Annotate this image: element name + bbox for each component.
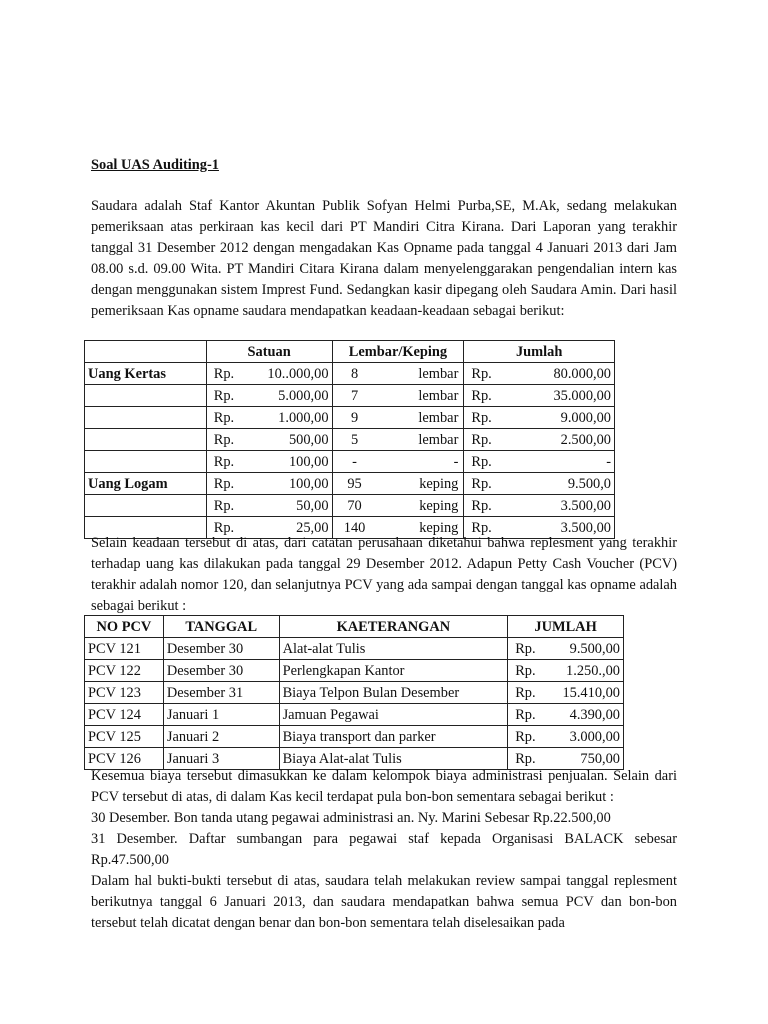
- currency-label: Rp.: [515, 662, 536, 679]
- currency-label: Rp.: [471, 409, 492, 426]
- para-31-desember: 31 Desember. Daftar sumbangan para pegawai staf kepada Organisasi BALACK sebesar Rp.47.500,00: [91, 831, 677, 868]
- qty-value: 5: [350, 431, 359, 448]
- cash-group-cell: Uang Kertas: [85, 363, 207, 385]
- currency-label: Rp.: [213, 431, 235, 448]
- satuan-value: 25,00: [296, 519, 329, 536]
- cash-satuan-cell: [206, 495, 332, 517]
- unit-value: lembar: [418, 431, 459, 448]
- pcv-table-row: [85, 638, 624, 660]
- para-replesment: Selain keadaan tersebut di atas, dari catatan perusahaan diketahui bahwa replesment yang terakhir terhadap uang kas dilakukan pada tanggal 29 Desember 2012. Adapun Petty Cash Voucher (PCV) terakhir adalah nomor 120, dan selanjutnya PCV yang ada sampai dengan tanggal kas opname adalah sebagai berikut :: [91, 535, 677, 614]
- pcv-tanggal-cell: Desember 31: [163, 682, 279, 704]
- satuan-value: 500,00: [288, 431, 329, 448]
- satuan-value: 100,00: [288, 453, 329, 470]
- pcv-keterangan-cell: Jamuan Pegawai: [279, 704, 508, 726]
- unit-value: lembar: [418, 409, 459, 426]
- cash-qty-cell: [332, 385, 464, 407]
- jumlah-value: 9.000,00: [560, 409, 611, 426]
- satuan-value: 1.000,00: [278, 409, 329, 426]
- pcv-keterangan-cell: Alat-alat Tulis: [279, 638, 508, 660]
- cash-qty-cell: [332, 495, 464, 517]
- cash-table-row: [85, 473, 615, 495]
- qty-value: 7: [350, 387, 359, 404]
- cash-jumlah-cell: [464, 451, 615, 473]
- pcv-tanggal-cell: Desember 30: [163, 660, 279, 682]
- cash-header-satuan: Satuan: [206, 341, 332, 363]
- para-biaya: Kesemua biaya tersebut dimasukkan ke dalam kelompok biaya administrasi penjualan. Selain dari PCV tersebut di atas, di dalam Kas kecil terdapat pula bon-bon sementara sebagai berikut :: [91, 768, 677, 805]
- pcv-table: [84, 615, 624, 770]
- satuan-value: 100,00: [288, 475, 329, 492]
- pcv-header-tanggal: TANGGAL: [163, 616, 279, 638]
- jumlah-value: 3.000,00: [569, 728, 620, 745]
- cash-satuan-cell: [206, 473, 332, 495]
- pcv-keterangan-cell: Biaya Alat-alat Tulis: [279, 748, 508, 770]
- cash-table-row: [85, 429, 615, 451]
- qty-value: 95: [347, 475, 362, 492]
- qty-value: -: [352, 453, 357, 470]
- pcv-jumlah-cell: [508, 660, 624, 682]
- cash-jumlah-cell: [464, 473, 615, 495]
- currency-label: Rp.: [515, 706, 536, 723]
- qty-value: 70: [347, 497, 362, 514]
- pcv-tanggal-cell: Desember 30: [163, 638, 279, 660]
- cash-jumlah-cell: [464, 385, 615, 407]
- pcv-jumlah-cell: [508, 726, 624, 748]
- satuan-value: 5.000,00: [278, 387, 329, 404]
- cash-qty-cell: [332, 473, 464, 495]
- unit-value: keping: [419, 475, 459, 492]
- jumlah-value: 80.000,00: [553, 365, 611, 382]
- cash-group-cell: [85, 407, 207, 429]
- pcv-jumlah-cell: [508, 704, 624, 726]
- document-title: Soal UAS Auditing-1: [91, 157, 219, 173]
- pcv-no-cell: PCV 126: [85, 748, 164, 770]
- currency-label: Rp.: [471, 475, 492, 492]
- cash-table-header-row: [85, 341, 615, 363]
- jumlah-value: 9.500,00: [569, 640, 620, 657]
- pcv-jumlah-cell: [508, 638, 624, 660]
- pcv-no-cell: PCV 124: [85, 704, 164, 726]
- cash-satuan-cell: [206, 363, 332, 385]
- line-30-desember: 30 Desember. Bon tanda utang pegawai administrasi an. Ny. Marini Sebesar Rp.22.500,00: [91, 810, 611, 826]
- cash-header-lembar: Lembar/Keping: [332, 341, 464, 363]
- pcv-tanggal-cell: Januari 2: [163, 726, 279, 748]
- cash-satuan-cell: [206, 407, 332, 429]
- cash-satuan-cell: [206, 429, 332, 451]
- cash-jumlah-cell: [464, 495, 615, 517]
- currency-label: Rp.: [213, 519, 235, 536]
- currency-label: Rp.: [213, 497, 235, 514]
- currency-label: Rp.: [515, 640, 536, 657]
- jumlah-value: 4.390,00: [569, 706, 620, 723]
- currency-label: Rp.: [515, 728, 536, 745]
- cash-table-row: [85, 451, 615, 473]
- cash-table-row: [85, 385, 615, 407]
- currency-label: Rp.: [213, 409, 235, 426]
- pcv-jumlah-cell: [508, 682, 624, 704]
- qty-value: 140: [343, 519, 366, 536]
- currency-label: Rp.: [515, 684, 536, 701]
- intro-paragraph: Saudara adalah Staf Kantor Akuntan Publik Sofyan Helmi Purba,SE, M.Ak, sedang melakukan pemeriksaan atas perkiraan kas kecil dari PT Mandiri Citra Kirana. Dari Laporan yang terakhir tanggal 31 Desember 2012 dengan mengadakan Kas Opname pada tanggal 4 Januari 2013 dari Jam 08.00 s.d. 09.00 Wita. PT Mandiri Citara Kirana dalam menyelenggarakan pengendalian intern kas dengan menggunakan sistem Imprest Fund. Sedangkan kasir dipegang oleh Saudara Amin. Dari hasil pemeriksaan Kas opname saudara mendapatkan keadaan-keadaan sebagai berikut:: [91, 198, 677, 319]
- unit-value: keping: [419, 497, 459, 514]
- pcv-keterangan-cell: Biaya Telpon Bulan Desember: [279, 682, 508, 704]
- cash-jumlah-cell: [464, 407, 615, 429]
- qty-value: 9: [350, 409, 359, 426]
- cash-jumlah-cell: [464, 363, 615, 385]
- jumlah-value: 9.500,0: [567, 475, 611, 492]
- cash-count-table: [84, 340, 615, 539]
- currency-label: Rp.: [213, 475, 235, 492]
- currency-label: Rp.: [471, 497, 492, 514]
- pcv-keterangan-cell: Perlengkapan Kantor: [279, 660, 508, 682]
- pcv-no-cell: PCV 123: [85, 682, 164, 704]
- jumlah-value: 15.410,00: [562, 684, 620, 701]
- currency-label: Rp.: [213, 453, 235, 470]
- cash-table-row: [85, 407, 615, 429]
- cash-group-cell: [85, 495, 207, 517]
- jumlah-value: 2.500,00: [560, 431, 611, 448]
- pcv-no-cell: PCV 121: [85, 638, 164, 660]
- cash-group-cell: [85, 385, 207, 407]
- satuan-value: 50,00: [296, 497, 329, 514]
- unit-value: -: [453, 453, 459, 470]
- unit-value: lembar: [418, 387, 459, 404]
- jumlah-value: 3.500,00: [560, 497, 611, 514]
- jumlah-value: -: [606, 453, 611, 470]
- currency-label: Rp.: [471, 387, 492, 404]
- currency-label: Rp.: [213, 365, 235, 382]
- unit-value: keping: [419, 519, 459, 536]
- qty-value: 8: [350, 365, 359, 382]
- cash-qty-cell: [332, 363, 464, 385]
- pcv-table-row: [85, 704, 624, 726]
- currency-label: Rp.: [471, 431, 492, 448]
- cash-group-cell: Uang Logam: [85, 473, 207, 495]
- cash-satuan-cell: [206, 451, 332, 473]
- pcv-table-row: [85, 660, 624, 682]
- cash-qty-cell: [332, 429, 464, 451]
- cash-header-jumlah: Jumlah: [464, 341, 615, 363]
- cash-table-row: [85, 363, 615, 385]
- cash-group-cell: [85, 451, 207, 473]
- cash-qty-cell: [332, 451, 464, 473]
- jumlah-value: 750,00: [580, 750, 620, 767]
- currency-label: Rp.: [471, 519, 492, 536]
- currency-label: Rp.: [471, 453, 492, 470]
- pcv-header-no: NO PCV: [85, 616, 164, 638]
- jumlah-value: 35.000,00: [553, 387, 611, 404]
- unit-value: lembar: [418, 365, 459, 382]
- satuan-value: 10..000,00: [267, 365, 329, 382]
- pcv-tanggal-cell: Januari 1: [163, 704, 279, 726]
- cash-qty-cell: [332, 407, 464, 429]
- cash-header-blank: [85, 341, 207, 363]
- pcv-table-header-row: [85, 616, 624, 638]
- cash-group-cell: [85, 429, 207, 451]
- pcv-no-cell: PCV 125: [85, 726, 164, 748]
- cash-table-row: [85, 495, 615, 517]
- jumlah-value: 3.500,00: [560, 519, 611, 536]
- cash-satuan-cell: [206, 385, 332, 407]
- currency-label: Rp.: [213, 387, 235, 404]
- currency-label: Rp.: [471, 365, 492, 382]
- pcv-table-row: [85, 726, 624, 748]
- cash-jumlah-cell: [464, 429, 615, 451]
- currency-label: Rp.: [515, 750, 536, 767]
- pcv-header-keterangan: KAETERANGAN: [279, 616, 508, 638]
- pcv-tanggal-cell: Januari 3: [163, 748, 279, 770]
- pcv-keterangan-cell: Biaya transport dan parker: [279, 726, 508, 748]
- pcv-table-row: [85, 682, 624, 704]
- pcv-no-cell: PCV 122: [85, 660, 164, 682]
- jumlah-value: 1.250.,00: [566, 662, 620, 679]
- pcv-header-jumlah: JUMLAH: [508, 616, 624, 638]
- para-review: Dalam hal bukti-bukti tersebut di atas, saudara telah melakukan review sampai tanggal replesment berikutnya tanggal 6 Januari 2013, dan saudara mendapatkan bahwa semua PCV dan bon-bon tersebut telah dicatat dengan benar dan bon-bon sementara telah diselesaikan pada: [91, 873, 677, 931]
